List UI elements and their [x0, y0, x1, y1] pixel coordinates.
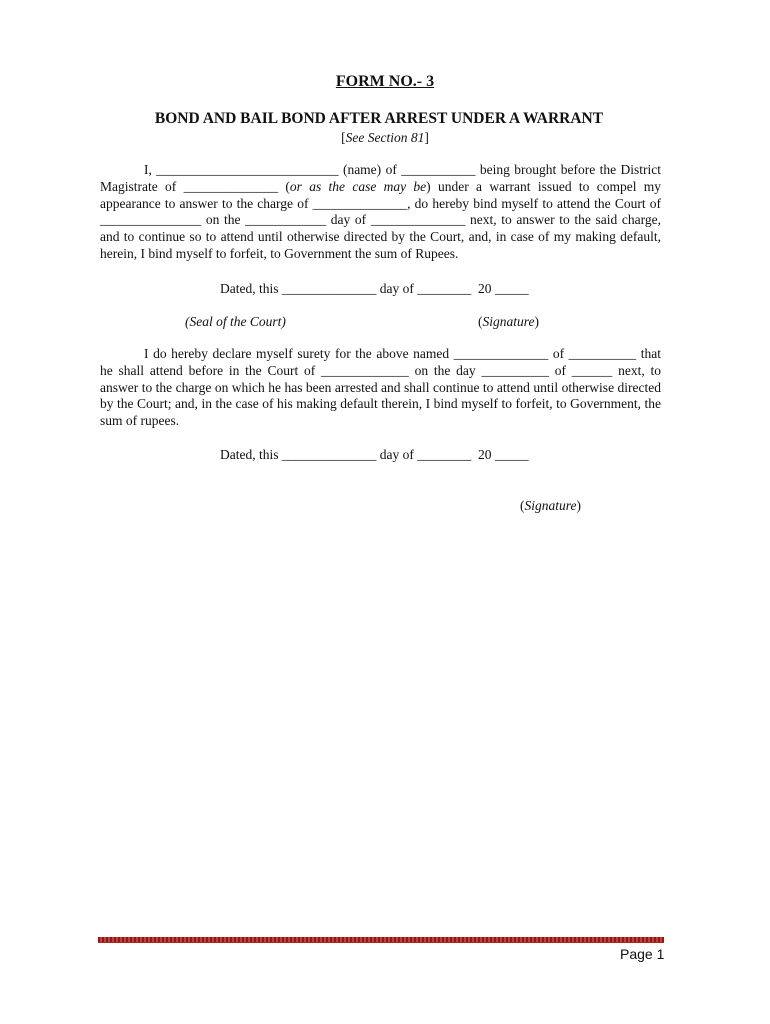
signature-label-2	[520, 498, 581, 514]
signature-label-1	[478, 314, 539, 330]
signature-2-text: Signature	[524, 498, 577, 513]
signature-1-close: )	[534, 314, 539, 329]
seal-of-court-label: (Seal of the Court)	[185, 314, 286, 329]
footer-divider	[98, 937, 664, 942]
section-reference-close: ]	[424, 130, 429, 145]
bond-paragraph-part1: I, ___________________________ (name) of ___________ being brought before the District Magistrate of ______________ (	[100, 162, 661, 194]
dated-line-2: Dated, this ______________ day of ________ 20 _____	[220, 447, 529, 462]
surety-paragraph-text: I do hereby declare myself surety for the above named ______________ of __________ that he shall attend before in the Court of _____________ on the day __________ of ______ next, to answer to the charge on which he has been arrested and shall continue to attend until otherwise directed by the Court; and, in the case of his making default therein, I bind myself to forfeit, to Government, the sum of rupees.	[100, 346, 661, 429]
signature-2-open: (	[520, 498, 525, 513]
signature-1-open: (	[478, 314, 483, 329]
section-reference-open: [	[341, 130, 346, 145]
bond-paragraph-italic: or as the case may be	[289, 178, 427, 194]
page-number: Page 1	[620, 946, 665, 962]
signature-2-close: )	[576, 498, 581, 513]
dated-line-1: Dated, this ______________ day of ________ 20 _____	[220, 281, 529, 296]
bond-paragraph	[100, 162, 661, 263]
signature-1-text: Signature	[482, 314, 535, 329]
form-number-heading: FORM NO.- 3	[335, 73, 435, 90]
form-title: BOND AND BAIL BOND AFTER ARREST UNDER A WARRANT	[154, 110, 604, 127]
section-reference-text: See Section 81	[345, 130, 425, 145]
bond-paragraph-part2: ) under a warrant issued to compel my appearance to answer to the charge of ______________, do hereby bind myself to attend the Court of _______________ on the ____________ day of ______________ next, to answer to the said charge, and to continue so to attend until otherwise directed by the Court, and, in case of my making default, herein, I bind myself to forfeit, to Government the sum of Rupees.	[100, 178, 662, 261]
surety-paragraph	[100, 346, 661, 430]
section-reference	[0, 130, 770, 146]
